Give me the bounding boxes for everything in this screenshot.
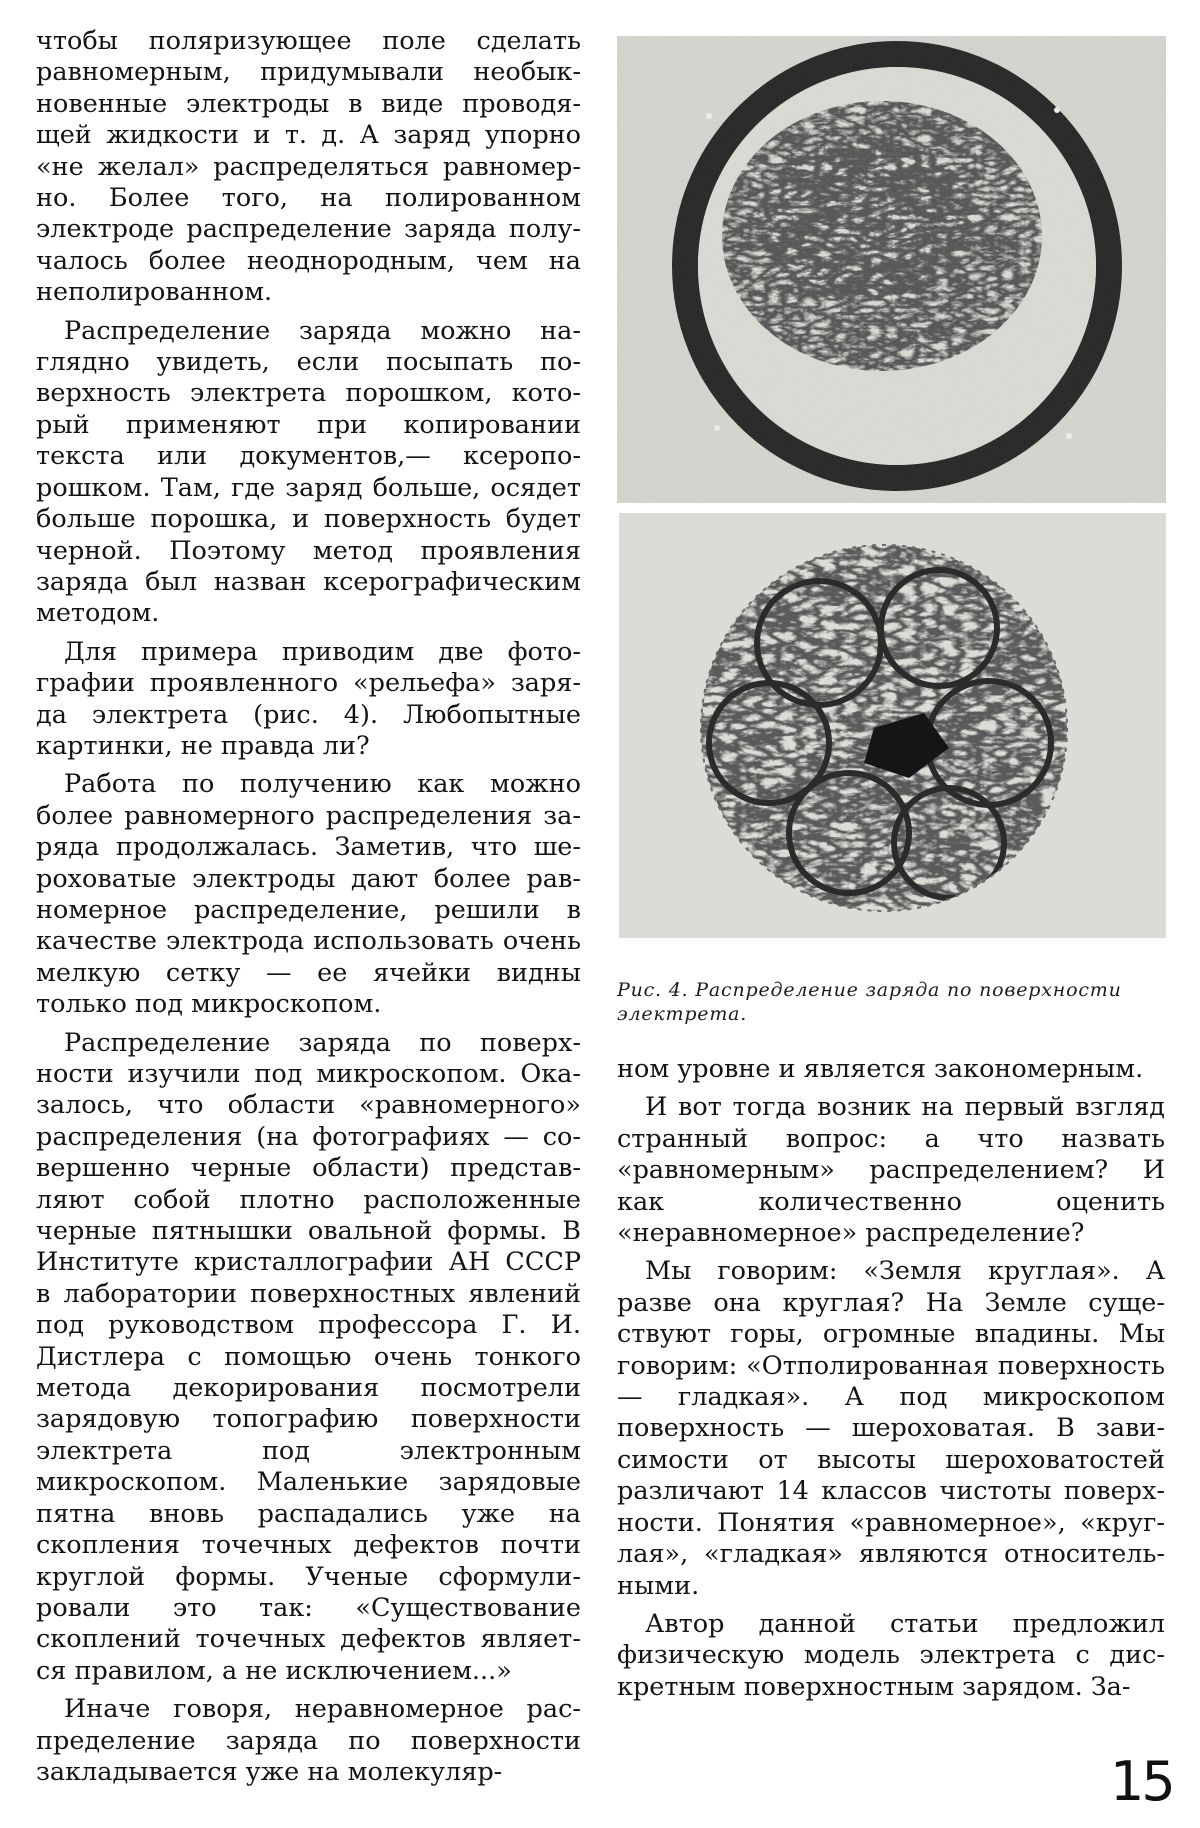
paragraph: Распределение заряда можно наглядно увидеть, если посыпать поверхность электрета порошком, который применяют при копировании текста или документов,— ксеропорошком. Там, где заряд больше, осядет больше порошка, и поверхность будет черной. Поэтому метод проявления заряда был назван ксерографическим методом.: [36, 315, 581, 629]
page-number: 15: [1110, 1750, 1173, 1813]
paragraph: ном уровне и является закономерным.: [617, 1054, 1144, 1084]
paragraph: Автор данной статьи предложил физическую модель электрета с дискретным поверхностным зарядом. За-: [617, 1608, 1165, 1702]
paragraph: И вот тогда возник на первый взгляд странный вопрос: а что назвать «равномерным» распределением? И как количественно оценить «неравномерное» распределение?: [617, 1092, 1165, 1249]
electret-photo-cells: [619, 513, 1166, 938]
paragraph: Для примера приводим две фотографии проявленного «рельефа» заряда электрета (рис. 4). Любопытные картинки, не правда ли?: [36, 636, 581, 761]
left-text-column: [36, 26, 581, 1788]
paragraph: Иначе говоря, неравномерное распределение заряда по поверхности закладывается уже на молекуляр-: [36, 1694, 581, 1787]
figure-caption: Рис. 4. Распределение заряда по поверхности электрета.: [617, 979, 1122, 1025]
paragraph: чтобы поляризующее поле сделать равномерным, придумывали необыкновенные электроды в виде проводящей жидкости и т. д. А заряд упорно «не желал» распределяться равномерно. Более того, на полированном электроде распределение заряда получалось более неоднородным, чем на неполированном.: [36, 26, 581, 308]
electret-photo-ring: [617, 36, 1166, 503]
paragraph: Мы говорим: «Земля круглая». А разве она круглая? На Земле существуют горы, огромные впадины. Мы говорим: «Отполированная поверхность — гладкая». А под микроскопом поверхность — шероховатая. В зависимости от высоты шероховатостей различают 14 классов чистоты поверхности. Понятия «равномерное», «круглая», «гладкая» являются относительными.: [617, 1256, 1165, 1601]
right-text-column: [617, 1054, 1165, 1703]
paragraph: Распределение заряда по поверхности изучили под микроскопом. Оказалось, что области «равномерного» распределения (на фотографиях — совершенно черные области) представляют собой плотно расположенные черные пятнышки овальной формы. В Институте кристаллографии АН СССР в лаборатории поверхностных явлений под руководством профессора Г. И. Дистлера с помощью очень тонкого метода декорирования посмотрели зарядовую топографию поверхности электрета под электронным микроскопом. Маленькие зарядовые пятна вновь распадались уже на скопления точечных дефектов почти круглой формы. Ученые сформулировали это так: «Существование скоплений точечных дефектов является правилом, а не исключением...»: [36, 1027, 581, 1686]
paragraph: Работа по получению как можно более равномерного распределения заряда продолжалась. Заметив, что шероховатые электроды дают более равномерное распределение, решили в качестве электрода использовать очень мелкую сетку — ее ячейки видны только под микроскопом.: [36, 769, 581, 1020]
